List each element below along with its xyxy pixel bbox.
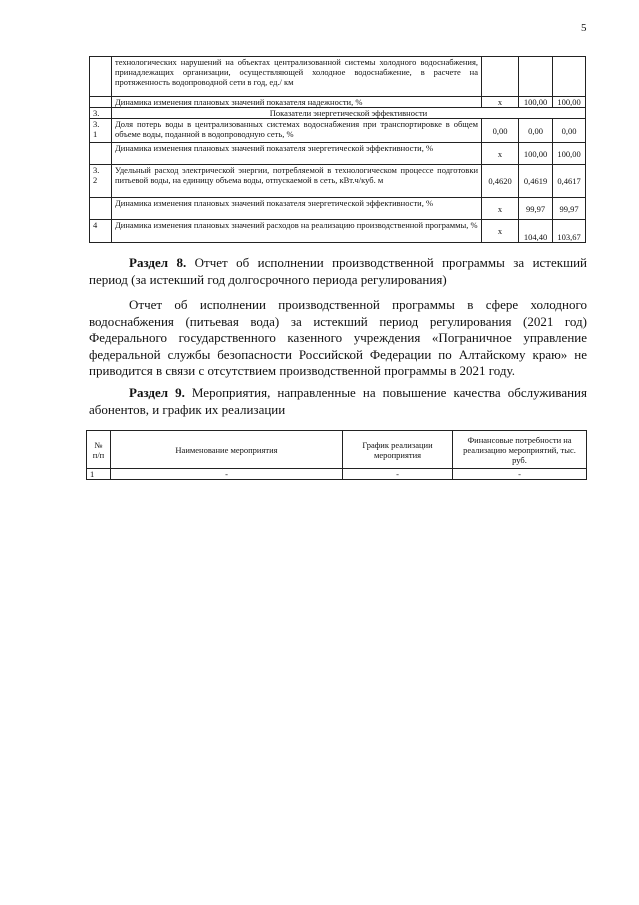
table-row (87, 469, 587, 480)
row-number (90, 97, 112, 108)
value-3: 0,4617 (553, 165, 586, 198)
table-row (90, 198, 586, 220)
row-number: 3. 2 (90, 165, 112, 198)
indicator-name: Динамика изменения плановых значений расходов на реализацию производственной программы, % (112, 220, 482, 243)
value-2: 0,00 (519, 119, 553, 143)
measures-table (86, 430, 587, 480)
value-2: 104,40 (519, 220, 553, 243)
table-row (90, 143, 586, 165)
value-1: 0,4620 (482, 165, 519, 198)
row-number (90, 198, 112, 220)
indicator-name: Динамика изменения плановых значений показателя энергетической эффективности, % (112, 143, 482, 165)
table-row (90, 220, 586, 243)
value-1: х (482, 220, 519, 243)
indicator-name: Динамика изменения плановых значений показателя энергетической эффективности, % (112, 198, 482, 220)
header-financial-needs: Финансовые потребности на реализацию мероприятий, тыс. руб. (453, 431, 587, 469)
section-8-body: Отчет об исполнении производственной программы в сфере холодного водоснабжения (питьевая вода) за истекший период регулирования (2021 год) Федерального государственного казенного учреждения «Пограничное управление федеральной службы безопасности Российской Федерации по Алтайскому краю» не приводится в связи с отсутствием производственной программы в 2021 году. (89, 297, 587, 378)
value-3: 103,67 (553, 220, 586, 243)
value-2 (519, 57, 553, 97)
value-1 (482, 57, 519, 97)
value-2: 100,00 (519, 143, 553, 165)
header-schedule: График реализации мероприятия (343, 431, 453, 469)
value-2: 99,97 (519, 198, 553, 220)
indicator-name: Динамика изменения плановых значений показателя надежности, % (112, 97, 482, 108)
row-number: 4 (90, 220, 112, 243)
header-number: № п/п (87, 431, 111, 469)
value-3 (553, 57, 586, 97)
row-number (90, 143, 112, 165)
row-number: 3. (90, 108, 112, 119)
financial-needs: - (453, 469, 587, 480)
section-row (90, 108, 586, 119)
indicator-name: технологических нарушений на объектах централизованной системы холодного водоснабжения, принадлежащих организации, осуществляющей холодное водоснабжение, в расчете на протяженность водопроводной сети в год, ед./ км (112, 57, 482, 97)
row-number: 1 (87, 469, 111, 480)
value-3: 100,00 (553, 143, 586, 165)
table-row (90, 165, 586, 198)
value-3: 100,00 (553, 97, 586, 108)
measure-name: - (111, 469, 343, 480)
section-8-title: Отчет об исполнении производственной программы за истекший период (за истекший год долгосрочного периода регулирования) (89, 255, 587, 287)
value-3: 99,97 (553, 198, 586, 220)
header-measure-name: Наименование мероприятия (111, 431, 343, 469)
table-row (90, 97, 586, 108)
section-9-heading (89, 385, 587, 418)
row-number (90, 57, 112, 97)
section-title: Показатели энергетической эффективности (112, 108, 586, 119)
indicators-table (89, 56, 586, 243)
table-row (90, 119, 586, 143)
value-3: 0,00 (553, 119, 586, 143)
table-row (90, 57, 586, 97)
section-9-label: Раздел 9. (129, 385, 185, 400)
indicator-name: Доля потерь воды в централизованных системах водоснабжения при транспортировке в общем объеме воды, поданной в водопроводную сеть, % (112, 119, 482, 143)
value-1: х (482, 143, 519, 165)
value-2: 100,00 (519, 97, 553, 108)
indicator-name: Удельный расход электрической энергии, потребляемой в технологическом процессе подготовки питьевой воды, на единицу объема воды, отпускаемой в сеть, кВт.ч/куб. м (112, 165, 482, 198)
page-number: 5 (581, 22, 587, 34)
value-2: 0,4619 (519, 165, 553, 198)
section-8-label: Раздел 8. (129, 255, 187, 270)
section-9-title: Мероприятия, направленные на повышение качества обслуживания абонентов, и график их реализации (89, 385, 587, 417)
value-1: х (482, 198, 519, 220)
value-1: 0,00 (482, 119, 519, 143)
section-8-heading (89, 255, 587, 288)
schedule: - (343, 469, 453, 480)
table-header-row (87, 431, 587, 469)
value-1: х (482, 97, 519, 108)
row-number: 3. 1 (90, 119, 112, 143)
